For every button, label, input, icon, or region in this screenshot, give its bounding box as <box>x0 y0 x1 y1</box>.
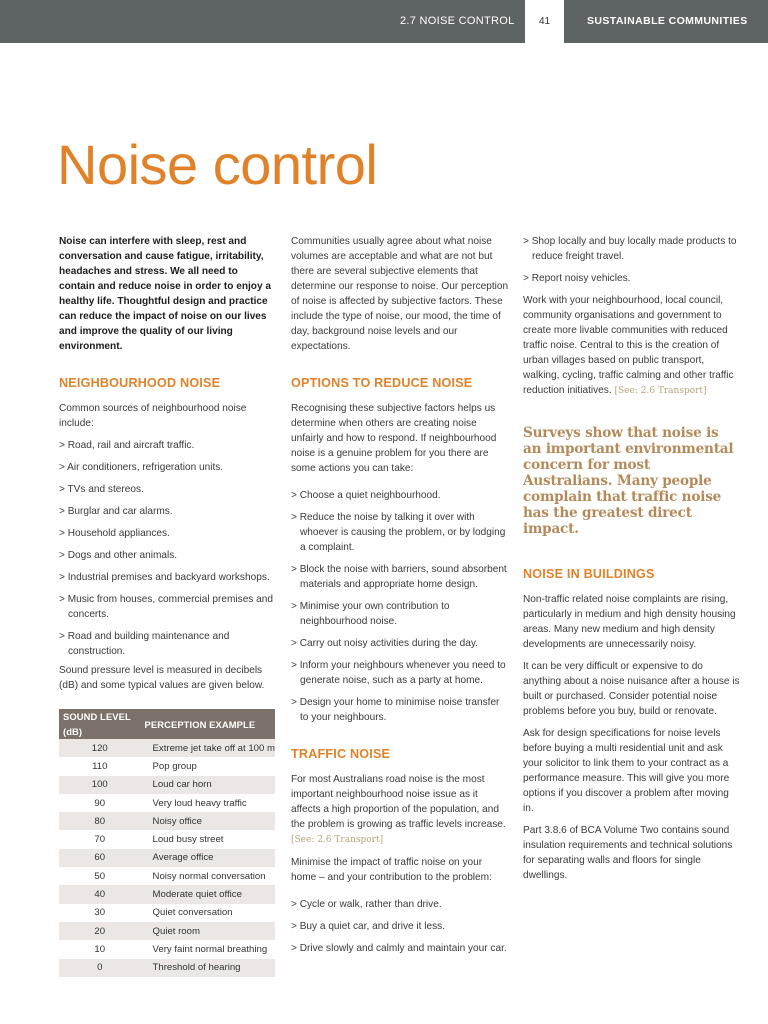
table-cell: 10 <box>59 940 145 958</box>
heading-options-to-reduce-noise: OPTIONS TO REDUCE NOISE <box>291 376 473 390</box>
column-header: PERCEPTION EXAMPLE <box>145 709 275 739</box>
heading-traffic-noise: TRAFFIC NOISE <box>291 747 391 761</box>
list-item: > TVs and stereos. <box>59 484 144 495</box>
pull-quote: Surveys show that noise is an important environmental concern for most Australians. Many people complain that traffic noise has the greatest direct impact. <box>523 425 734 537</box>
paragraph: Minimise the impact of traffic noise on your home – and your contribution to the problem: <box>291 857 492 883</box>
paragraph-text: For most Australians road noise is the most important neighbourhood noise issue as it affects a high proportion of the population, and the problem is growing as traffic levels increase. <box>291 774 506 830</box>
heading-noise-in-buildings: NOISE IN BUILDINGS <box>523 567 655 581</box>
table-cell: Pop group <box>145 757 275 775</box>
table-cell: Threshold of hearing <box>145 959 275 977</box>
table-row <box>59 849 275 867</box>
table-cell: Loud car horn <box>145 776 275 794</box>
page-number: 41 <box>525 0 564 43</box>
section-label: 2.7 NOISE CONTROL <box>400 15 515 27</box>
table-cell: Very faint normal breathing <box>145 940 275 958</box>
page-title: Noise control <box>57 133 378 196</box>
table-cell: 30 <box>59 904 145 922</box>
list-item: > Air conditioners, refrigeration units. <box>59 462 224 473</box>
paragraph-text: Work with your neighbourhood, local council, community organisations and government to create more livable communities with reduced traffic noise. Central to this is the creation of urban villages based on public transport, walking, cycling, traffic calming and other traffic reduction initiatives. <box>523 295 734 396</box>
table-cell: 70 <box>59 830 145 848</box>
table-header-row <box>59 709 275 739</box>
table-row <box>59 812 275 830</box>
paragraph: Recognising these subjective factors helps us determine when others are creating noise unfairly and how to respond. If neighbourhood noise is a genuine problem for you there are some actions you can take: <box>291 403 497 474</box>
list-item: > Music from houses, commercial premises and concerts. <box>59 594 274 620</box>
table-cell: 100 <box>59 776 145 794</box>
table-cell: 40 <box>59 885 145 903</box>
paragraph <box>291 772 509 848</box>
list-item: > Inform your neighbours whenever you need to generate noise, such as a party at home. <box>291 660 506 686</box>
list-item: > Block the noise with barriers, sound absorbent materials and appropriate home design. <box>291 564 507 590</box>
heading-neighbourhood-noise: NEIGHBOURHOOD NOISE <box>59 376 221 390</box>
table-row <box>59 959 275 977</box>
table-cell: Noisy normal conversation <box>145 867 275 885</box>
list-item: > Road, rail and aircraft traffic. <box>59 440 195 451</box>
table-cell: 20 <box>59 922 145 940</box>
table-cell: Average office <box>145 849 275 867</box>
table-cell: 80 <box>59 812 145 830</box>
paragraph: Ask for design specifications for noise levels before buying a multi residential unit and ask your solicitor to link them to your contract as a performance measure. This will give you more options if you discover a problem after moving in. <box>523 728 730 814</box>
list-item: > Road and building maintenance and construction. <box>59 631 230 657</box>
list-item: > Buy a quiet car, and drive it less. <box>291 921 446 932</box>
table-cell: 60 <box>59 849 145 867</box>
table-row <box>59 904 275 922</box>
table-cell: Extreme jet take off at 100 m <box>145 739 275 757</box>
cross-reference: [See: 2.6 Transport] <box>291 835 384 845</box>
paragraph: Part 3.8.6 of BCA Volume Two contains sound insulation requirements and technical solutions for separating walls and floors for single dwellings. <box>523 825 733 881</box>
paragraph: Non-traffic related noise complaints are rising, particularly in medium and high density housing areas. Many new medium and high density developments are unnecessarily noisy. <box>523 594 736 650</box>
column-2 <box>291 234 509 963</box>
table-cell: Quiet conversation <box>145 904 275 922</box>
table-cell: Noisy office <box>145 812 275 830</box>
table-cell: 0 <box>59 959 145 977</box>
table-cell: 120 <box>59 739 145 757</box>
list-item: > Reduce the noise by talking it over with whoever is causing the problem, or by lodging a complaint. <box>291 512 506 553</box>
header-bar <box>0 0 768 43</box>
table-cell: Very loud heavy traffic <box>145 794 275 812</box>
column-3 <box>523 234 741 890</box>
sound-level-table <box>59 709 275 977</box>
intro-paragraph: Noise can interfere with sleep, rest and conversation and cause fatigue, irritability, headaches and stress. We all need to contain and reduce noise in order to enjoy a healthy life. Thoughtful design and practice can reduce the impact of noise on our lives and improve the quality of our living environment. <box>59 236 272 352</box>
paragraph: Sound pressure level is measured in decibels (dB) and some typical values are given below. <box>59 665 265 691</box>
table-row <box>59 739 275 757</box>
list-item: > Minimise your own contribution to neighbourhood noise. <box>291 601 450 627</box>
paragraph: Communities usually agree about what noise volumes are acceptable and what are not but there are several subjective elements that determine our response to noise. Our perception of noise is affected by subjective factors. These include the type of noise, our mood, the time of day, background noise levels and our expectations. <box>291 236 509 352</box>
list-item: > Dogs and other animals. <box>59 550 178 561</box>
table-cell: Quiet room <box>145 922 275 940</box>
table-row <box>59 776 275 794</box>
list-item: > Design your home to minimise noise transfer to your neighbours. <box>291 697 500 723</box>
list-item: > Report noisy vehicles. <box>523 273 631 284</box>
paragraph <box>523 293 741 399</box>
table-row <box>59 867 275 885</box>
table-row <box>59 794 275 812</box>
table-row <box>59 757 275 775</box>
table-row <box>59 830 275 848</box>
paragraph: It can be very difficult or expensive to do anything about a noise nuisance after a house is built or purchased. Consider potential noise problems before you buy, build or renovate. <box>523 661 740 717</box>
cross-reference: [See: 2.6 Transport] <box>614 386 707 396</box>
list-item: > Cycle or walk, rather than drive. <box>291 899 442 910</box>
table-row <box>59 940 275 958</box>
table-cell: 50 <box>59 867 145 885</box>
list-item: > Burglar and car alarms. <box>59 506 173 517</box>
table-row <box>59 922 275 940</box>
table-cell: 110 <box>59 757 145 775</box>
list-item: > Shop locally and buy locally made products to reduce freight travel. <box>523 236 737 262</box>
list-item: > Choose a quiet neighbourhood. <box>291 490 441 501</box>
list-item: > Industrial premises and backyard workshops. <box>59 572 270 583</box>
column-1 <box>59 234 275 977</box>
series-title: SUSTAINABLE COMMUNITIES <box>587 15 748 27</box>
list-item: > Household appliances. <box>59 528 170 539</box>
table-cell: Loud busy street <box>145 830 275 848</box>
column-header: SOUND LEVEL (dB) <box>59 709 145 739</box>
table-cell: Moderate quiet office <box>145 885 275 903</box>
paragraph: Common sources of neighbourhood noise include: <box>59 403 247 429</box>
list-item: > Drive slowly and calmly and maintain your car. <box>291 943 507 954</box>
table-cell: 90 <box>59 794 145 812</box>
list-item: > Carry out noisy activities during the day. <box>291 638 478 649</box>
table-row <box>59 885 275 903</box>
